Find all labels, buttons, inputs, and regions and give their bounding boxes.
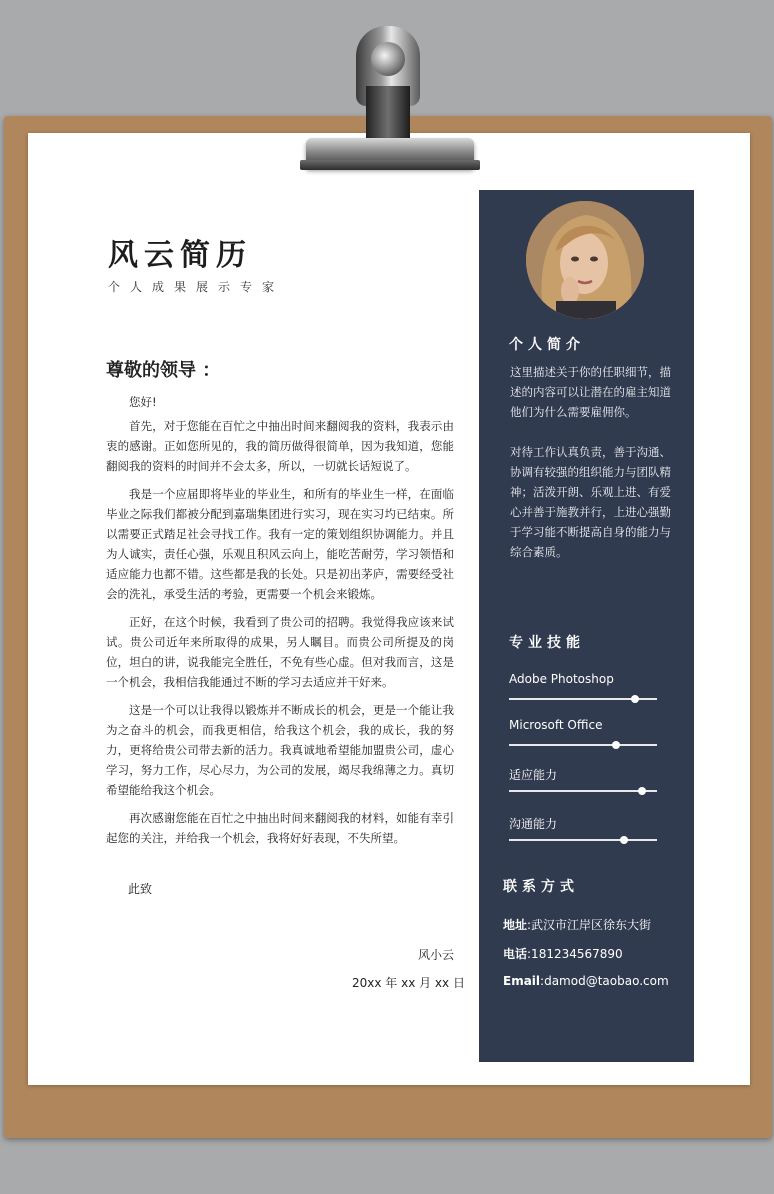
contact-email-label: Email: [503, 974, 541, 988]
letter-paragraph: 首先，对于您能在百忙之中抽出时间来翻阅我的资料，我表示由衷的感谢。正如您所见的，我的简历做得很简单，因为我知道，您能翻阅我的资料的时间并不会太多，所以，一切就长话短说了。: [106, 419, 454, 473]
skill-name-photoshop: Adobe Photoshop: [509, 672, 614, 686]
skill-bar-knob: [638, 787, 646, 795]
skill-bar-knob: [620, 836, 628, 844]
letter-body: [106, 392, 454, 856]
skill-bar-knob: [612, 741, 620, 749]
avatar-photo-icon: [526, 201, 644, 319]
letter-signature: 风小云: [418, 948, 455, 962]
sidebar-panel: [479, 190, 694, 1062]
profile-heading: 个人简介: [509, 337, 585, 353]
contact-email-value: :damod@taobao.com: [540, 974, 669, 988]
skill-name-office: Microsoft Office: [509, 718, 603, 732]
skills-heading: 专业技能: [509, 635, 585, 651]
skill-bar-adaptability: [509, 790, 657, 792]
avatar: [526, 201, 644, 319]
letter-hello: 您好!: [129, 395, 157, 409]
skill-name-communication: 沟通能力: [509, 817, 558, 831]
contact-phone-label: 电话: [503, 947, 528, 961]
resume-subtitle: 个人成果展示专家: [108, 280, 285, 294]
letter-paragraph: 我是一个应届即将毕业的毕业生，和所有的毕业生一样，在面临毕业之际我们都被分配到嘉瑞集团进行实习，现在实习圴已结束。所以需要正式踏足社会寻找工作。我有一定的策划组织协调能力。并且为人诚实，责任心强，乐观且积风云向上，能吃苦耐劳，学习领悟和适应能力也都不错。这些都是我的长处。只是初出茅庐，需要经受社会的洗礼，承受生活的考验，更需要一个机会来锻炼。: [106, 487, 454, 601]
letter-paragraph: 这是一个可以让我得以锻炼并不断成长的机会，更是一个能让我为之奋斗的机会，而我更相信，给我这个机会，我的成长，我的努力，更将给贵公司带去新的活力。我真诚地希望能加盟贵公司，虚心学习，努力工作，尽心尽力，为公司的发展，竭尽我绵薄之力。真切希望能给我这个机会。: [106, 703, 454, 797]
contact-address-label: 地址: [503, 918, 528, 932]
skill-name-adaptability: 适应能力: [509, 768, 558, 782]
contact-address-value: :武汉市江岸区徐东大街: [527, 918, 652, 932]
skill-bar-knob: [631, 695, 639, 703]
contact-heading: 联系方式: [503, 879, 579, 895]
letter-date: 20xx 年 xx 月 xx 日: [352, 976, 465, 990]
skill-bar-communication: [509, 839, 657, 841]
profile-text: 对待工作认真负责，善于沟通、协调有较强的组织能力与团队精神；活泼开朗、乐观上进、有爱心并善于施教并行，上进心强勤于学习能不断提高自身的能力与综合素质。: [510, 445, 671, 559]
letter-closing: 此致: [128, 882, 153, 896]
contact-email: [503, 974, 669, 988]
resume-title: 风云简历: [108, 238, 252, 273]
skill-bar-photoshop: [509, 698, 657, 700]
contact-phone: [503, 945, 623, 962]
profile-text: 这里描述关于你的任职细节，描述的内容可以让潜在的雇主知道他们为什么需要雇佣你。: [510, 365, 671, 419]
letter-paragraph: 再次感谢您能在百忙之中抽出时间来翻阅我的材料，如能有幸引起您的关注，并给我一个机会，我将好好表现，不失所望。: [106, 811, 454, 845]
skill-bar-office: [509, 744, 657, 746]
letter-paragraph: 正好，在这个时候，我看到了贵公司的招聘。我觉得我应该来试试。贵公司近年来所取得的成果，另人瞩目。而贵公司所提及的岗位，坦白的讲，说我能完全胜任，不免有些心虚。但对我而言，这是一个机会，我相信我能通过不断的学习去适应并干好来。: [106, 615, 454, 689]
contact-address: [503, 916, 651, 933]
letter-salutation: 尊敬的领导 ：: [106, 360, 221, 381]
contact-phone-value: :181234567890: [527, 947, 623, 961]
